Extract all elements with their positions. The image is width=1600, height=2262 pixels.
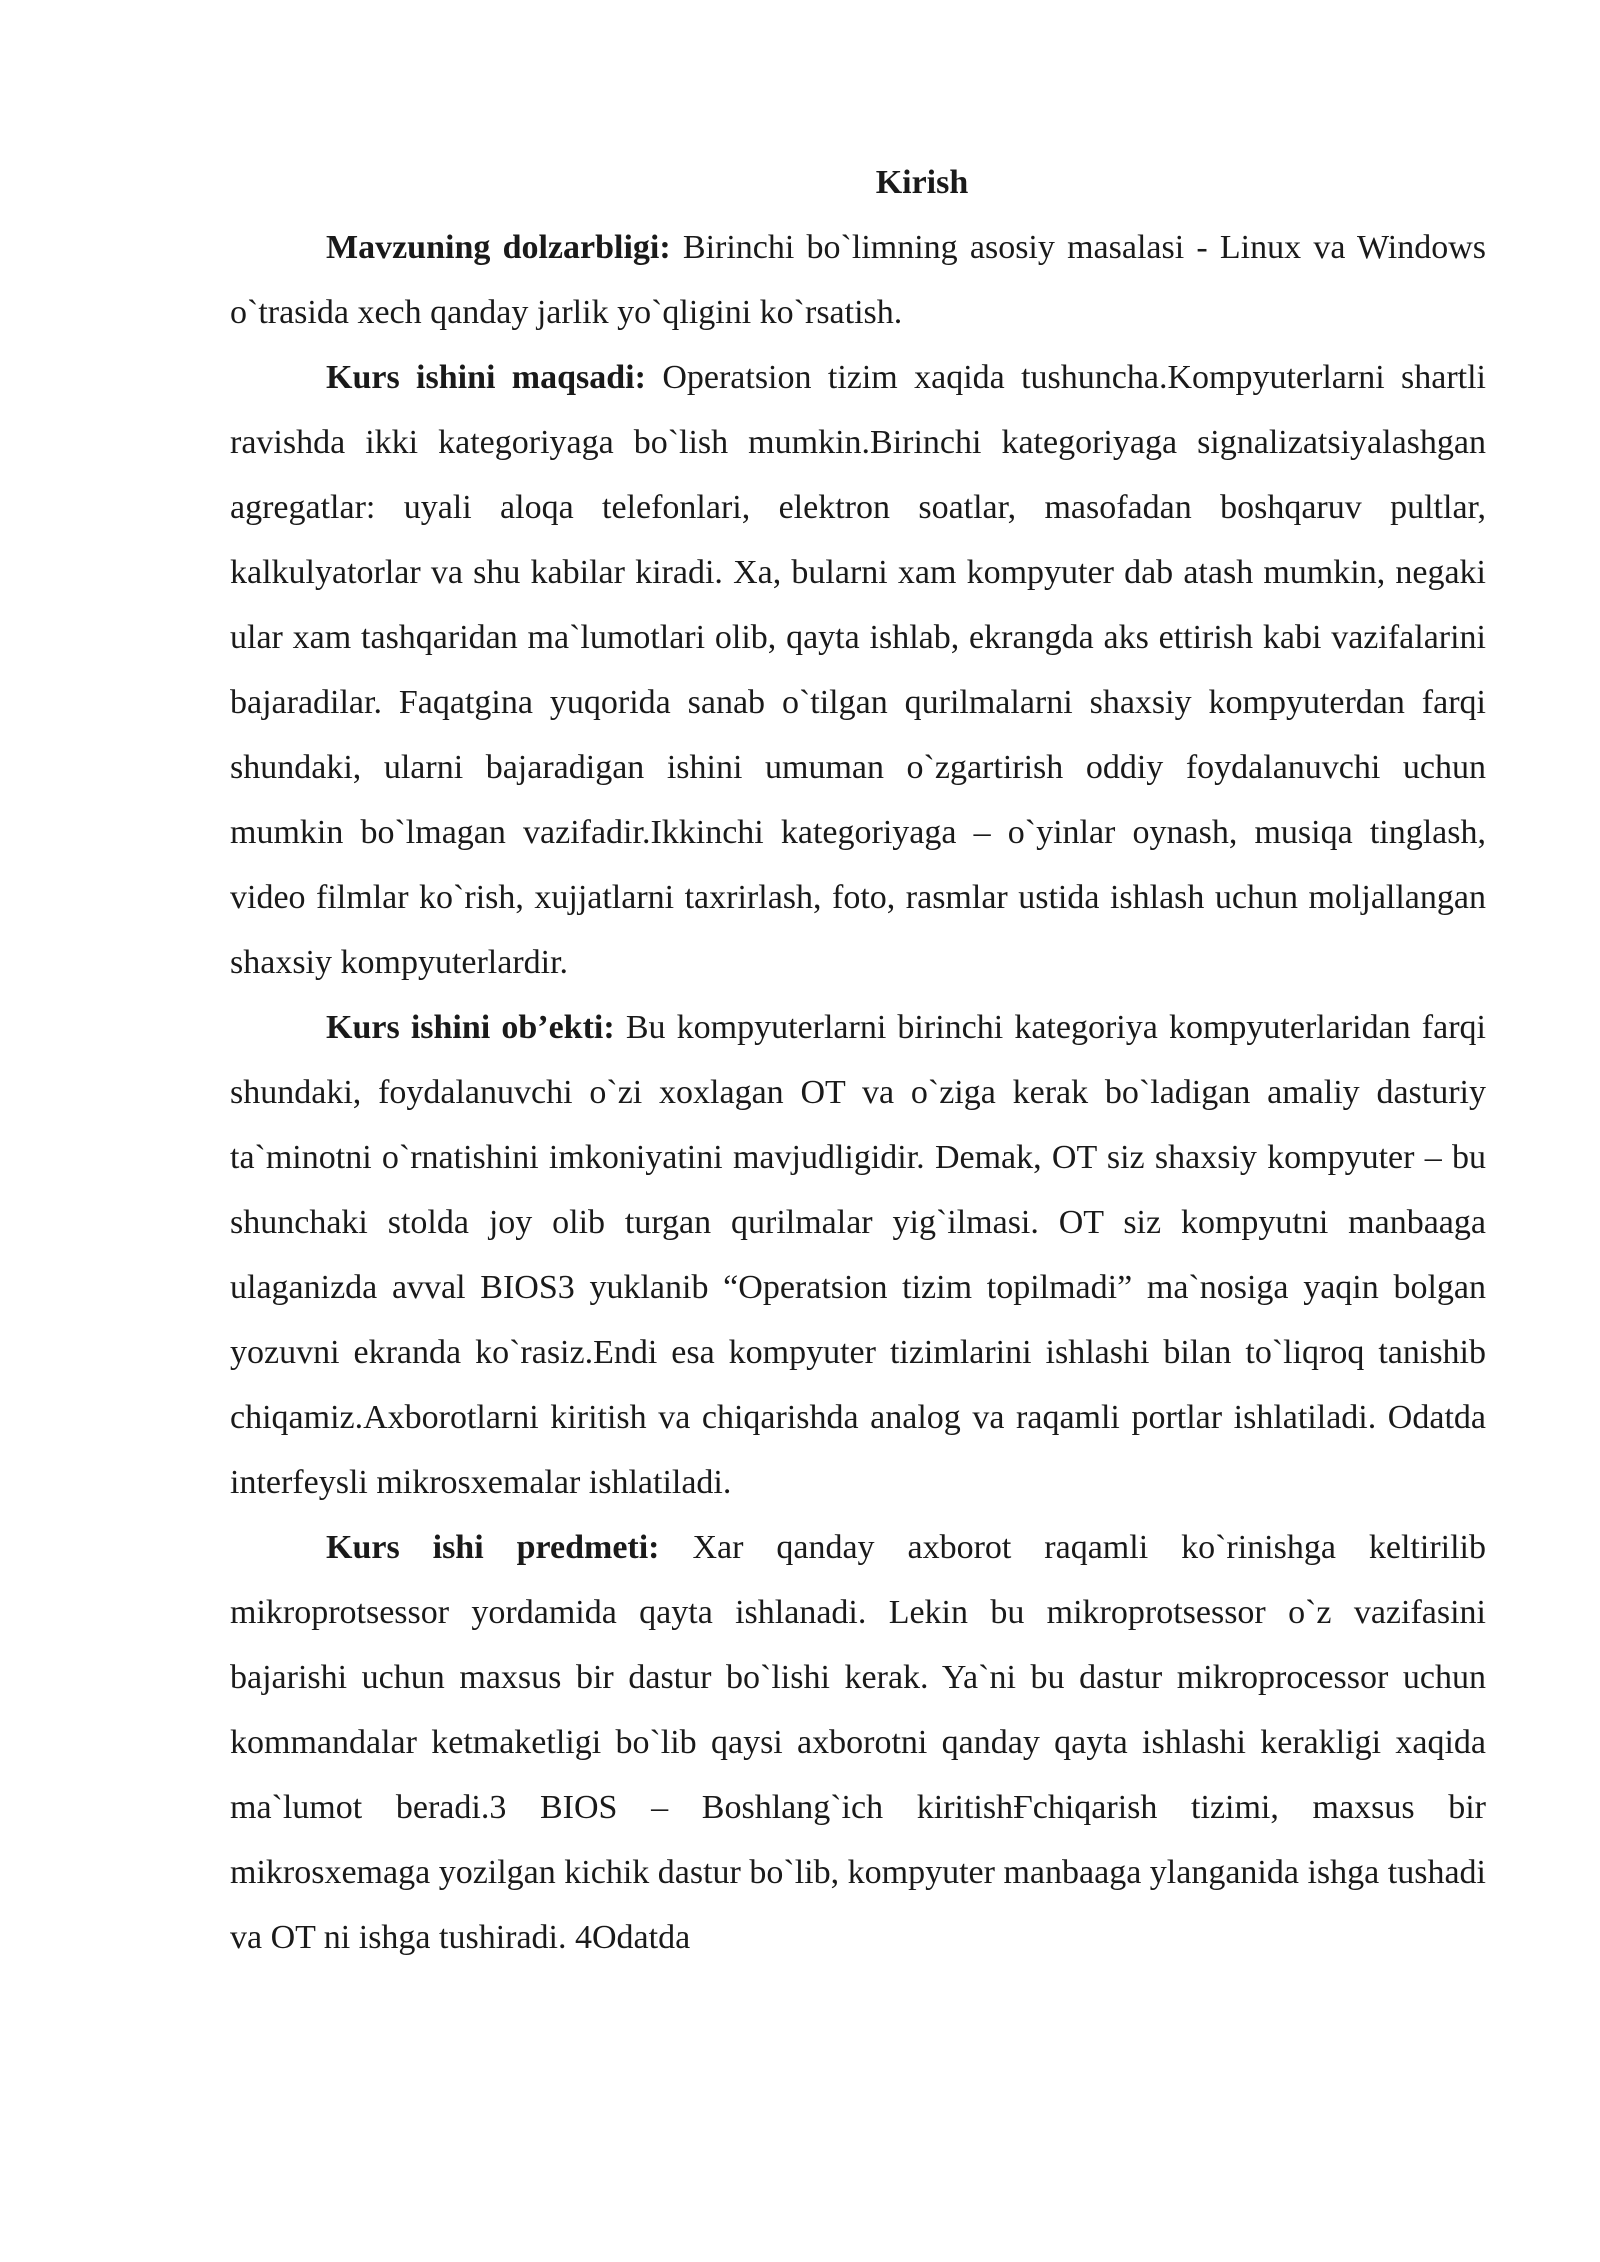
paragraph-lead: Kurs ishini maqsadi: [326, 359, 646, 396]
paragraph-object [230, 995, 1486, 1515]
paragraph-goal [230, 345, 1486, 995]
paragraph-text: Birinchi bo`limning asosiy masalasi - Linux va Windows o`trasida xech qanday jarlik yo`qligini ko`rsatish. [230, 229, 1486, 331]
paragraph-lead: Kurs ishi predmeti: [326, 1529, 660, 1566]
paragraph-lead: Kurs ishini ob’ekti: [326, 1009, 615, 1046]
paragraph-text: Bu kompyuterlarni birinchi kategoriya kompyuterlaridan farqi shundaki, foydalanuvchi o`zi xoxlagan OT va o`ziga kerak bo`ladigan amaliy dasturiy ta`minotni o`rnatishini imkoniyatini mavjudligidir. Demak, OT siz shaxsiy kompyuter – bu shunchaki stolda joy olib turgan qurilmalar yig`ilmasi. OT siz kompyutni manbaaga ulaganizda avval BIOS3 yuklanib “Operatsion tizim topilmadi” ma`nosiga yaqin bolgan yozuvni ekranda ko`rasiz.Endi esa kompyuter tizimlarini ishlashi bilan to`liqroq tanishib chiqamiz.Axborotlarni kiritish va chiqarishda analog va raqamli portlar ishlatiladi. Odatda interfeysli mikrosxemalar ishlatiladi. [230, 1009, 1486, 1501]
paragraph-subject [230, 1515, 1486, 1970]
paragraph-text: Xar qanday axborot raqamli ko`rinishga keltirilib mikroprotsessor yordamida qayta ishlanadi. Lekin bu mikroprotsessor o`z vazifasini bajarishi uchun maxsus bir dastur bo`lishi kerak. Ya`ni bu dastur mikroprocessor uchun kommandalar ketmaketligi bo`lib qaysi axborotni qanday qayta ishlashi kerakligi xaqida ma`lumot beradi.3 BIOS – Boshlang`ich kiritishҒchiqarish tizimi, maxsus bir mikrosxemaga yozilgan kichik dastur bo`lib, kompyuter manbaaga ylanganida ishga tushadi va OT ni ishga tushiradi. 4Odatda [230, 1529, 1486, 1956]
page-title: Kirish [875, 164, 969, 201]
paragraph-lead: Mavzuning dolzarbligi: [326, 229, 671, 266]
paragraph-relevance [230, 215, 1486, 345]
document-body [230, 150, 1486, 1970]
paragraph-text: Operatsion tizim xaqida tushuncha.Kompyuterlarni shartli ravishda ikki kategoriyaga bo`lish mumkin.Birinchi kategoriyaga signalizatsiyalashgan agregatlar: uyali aloqa telefonlari, elektron soatlar, masofadan boshqaruv pultlar, kalkulyatorlar va shu kabilar kiradi. Xa, bularni xam kompyuter dab atash mumkin, negaki ular xam tashqaridan ma`lumotlari olib, qayta ishlab, ekrangda aks ettirish kabi vazifalarini bajaradilar. Faqatgina yuqorida sanab o`tilgan qurilmalarni shaxsiy kompyuterdan farqi shundaki, ularni bajaradigan ishini umuman o`zgartirish oddiy foydalanuvchi uchun mumkin bo`lmagan vazifadir.Ikkinchi kategoriyaga – o`yinlar oynash, musiqa tinglash, video filmlar ko`rish, xujjatlarni taxrirlash, foto, rasmlar ustida ishlash uchun moljallangan shaxsiy kompyuterlardir. [230, 359, 1486, 981]
